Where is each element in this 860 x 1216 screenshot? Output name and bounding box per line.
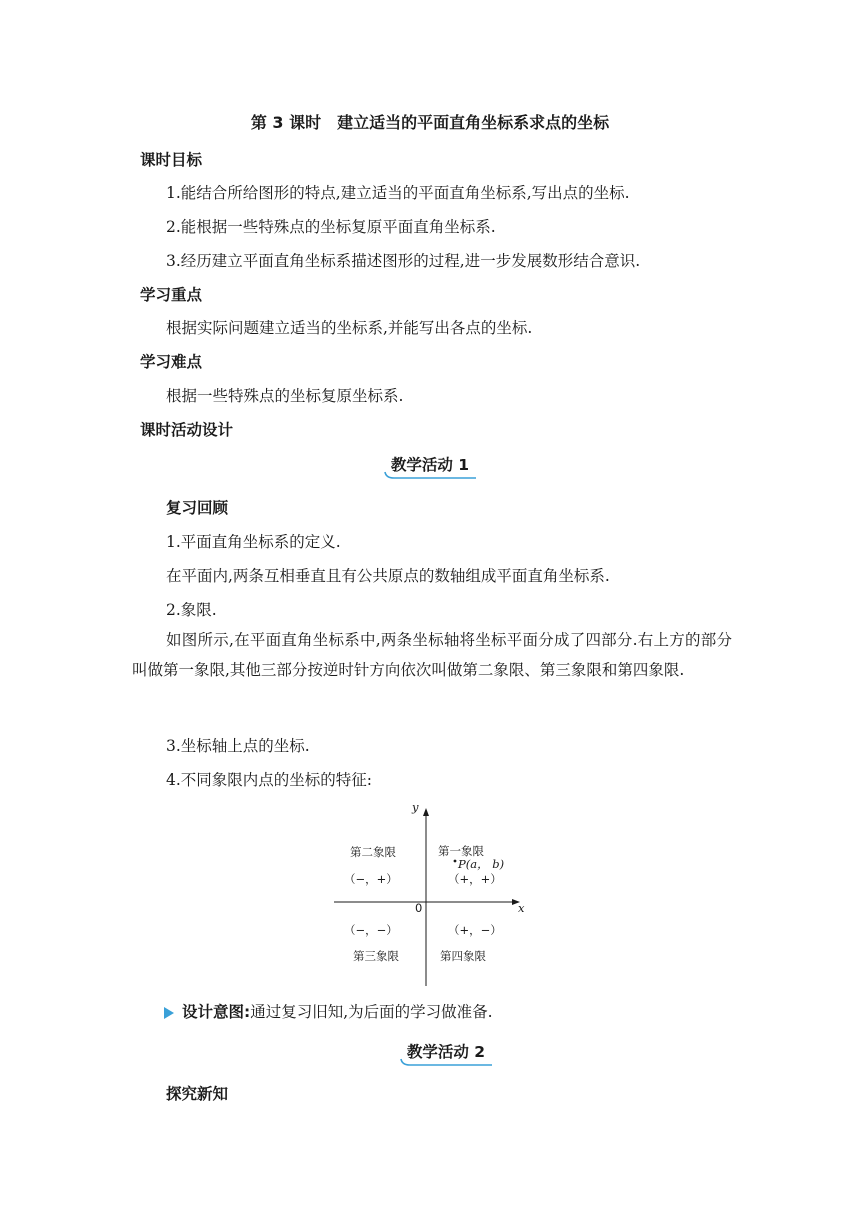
banner-underline [382,471,478,481]
activity2-banner [398,1040,494,1068]
quadrant-2-label: 第二象限 [350,845,396,859]
objective-item-3: 3.经历建立平面直角坐标系描述图形的过程,进一步发展数形结合意识. [166,252,641,270]
key-points-heading: 学习重点 [140,286,203,304]
quadrant-3-label: 第三象限 [353,949,399,963]
review-line-2: 在平面内,两条互相垂直且有公共原点的数轴组成平面直角坐标系. [166,567,610,585]
review-line-1: 1.平面直角坐标系的定义. [166,533,341,551]
lesson-title: 第 3 课时 建立适当的平面直角坐标系求点的坐标 [250,113,610,132]
quadrant-4-label: 第四象限 [440,949,486,963]
design-intent-label: 设计意图: [182,1003,251,1021]
quadrant-paragraph: 如图所示,在平面直角坐标系中,两条坐标轴将坐标平面分成了四部分.右上方的部分叫做第一象限,其他三部分按逆时针方向依次叫做第二象限、第三象限和第四象限. [132,631,732,679]
coordinate-plane-figure [330,798,530,990]
difficulties-text: 根据一些特殊点的坐标复原坐标系. [166,387,404,405]
quadrant-2-signs: （−，+） [344,872,398,886]
design-intent-text: 通过复习旧知,为后面的学习做准备. [250,1003,493,1021]
objectives-heading: 课时目标 [140,151,203,169]
origin-label: 0 [415,901,423,915]
x-axis-label: x [518,901,525,915]
banner-underline [398,1058,494,1068]
review-line-4: 3.坐标轴上点的坐标. [166,737,310,755]
key-points-text: 根据实际问题建立适当的坐标系,并能写出各点的坐标. [166,319,533,337]
design-intent [164,1000,493,1022]
review-line-5: 4.不同象限内点的坐标的特征: [166,771,373,789]
explore-heading: 探究新知 [166,1085,229,1103]
quadrant-4-signs: （+，−） [448,923,502,937]
y-axis-label: y [412,800,419,814]
activity2-banner-text: 教学活动 2 [406,1043,486,1061]
activity1-banner [382,453,478,481]
design-heading: 课时活动设计 [140,421,234,439]
objective-item-2: 2.能根据一些特殊点的坐标复原平面直角坐标系. [166,218,496,236]
triangle-marker-icon [164,1007,174,1019]
quadrant-3-signs: （−，−） [344,923,398,937]
quadrant-1-signs: （+，+） [448,872,502,886]
objective-item-1: 1.能结合所给图形的特点,建立适当的平面直角坐标系,写出点的坐标. [166,184,630,202]
quadrant-1-label: 第一象限 [438,844,484,858]
review-heading: 复习回顾 [166,499,229,517]
review-line-3: 2.象限. [166,601,217,619]
point-p-label: P(a， b) [458,857,505,871]
activity1-banner-text: 教学活动 1 [390,456,470,474]
difficulties-heading: 学习难点 [140,353,203,371]
